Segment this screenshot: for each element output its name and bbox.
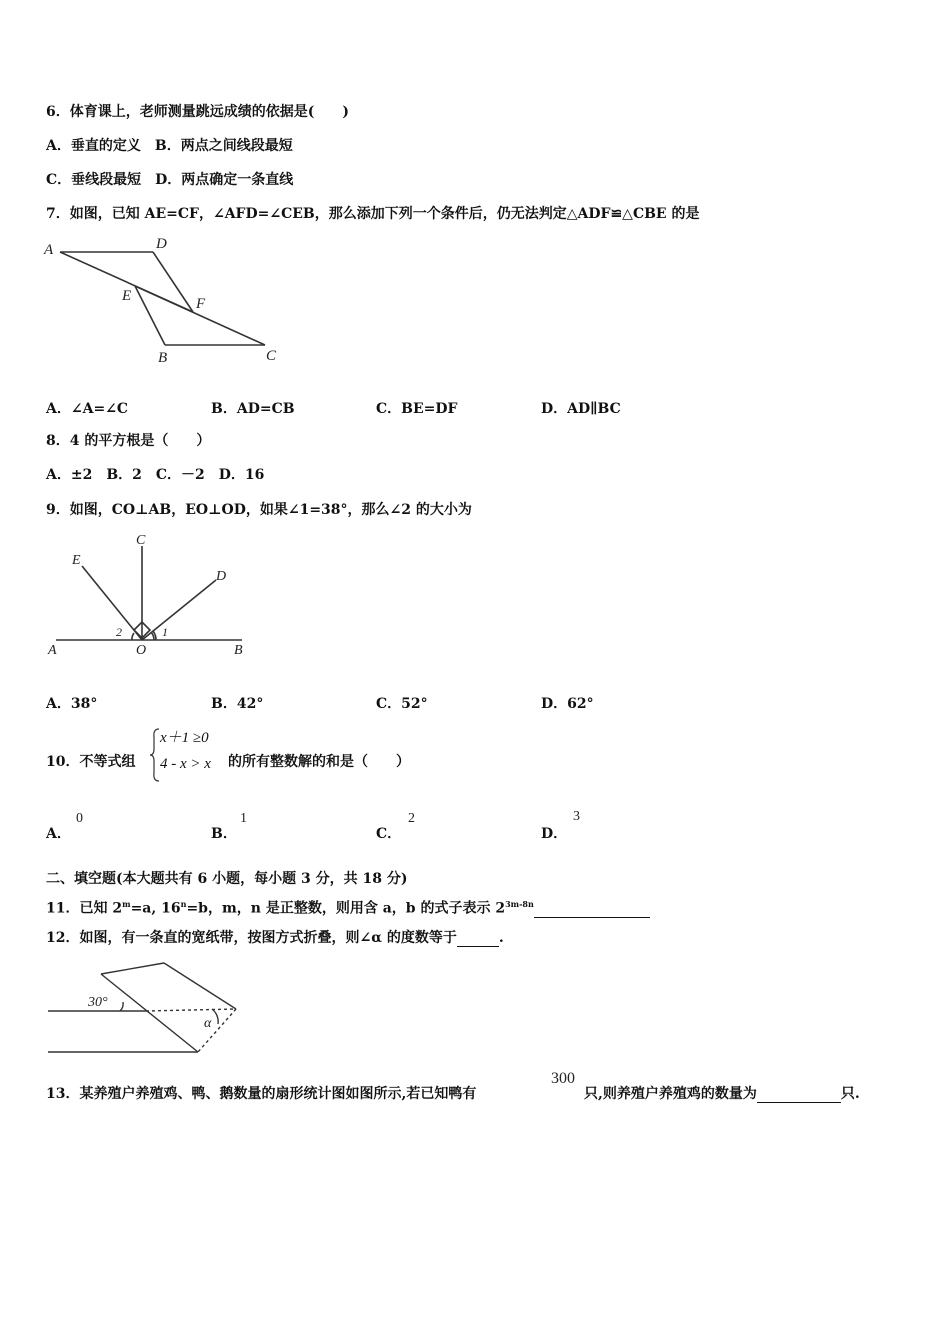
q7-option-c: C．BE=DF [376, 401, 458, 417]
q7-label-c: C [266, 348, 277, 364]
q8-stem: 8．4 的平方根是（ ） [46, 433, 211, 449]
q10-option-a-value: 0 [76, 811, 83, 826]
q10-option-a-letter: A． [46, 826, 71, 842]
q7-label-a: A [44, 242, 54, 258]
q10-option-b-value: 1 [240, 811, 247, 826]
q9-label-d: D [216, 569, 227, 584]
q10-option-d-letter: D． [541, 826, 568, 842]
q10-option-d-value: 3 [573, 809, 580, 824]
q9-angle-2: 2 [116, 625, 122, 639]
q9-label-c: C [136, 533, 146, 548]
q10-inequality-2: 4 - x > x [160, 756, 211, 772]
q6-options-cd: C．垂线段最短 D．两点确定一条直线 [46, 172, 294, 188]
q7-label-d: D [156, 236, 167, 252]
q7-label-b: B [158, 350, 168, 366]
q7-option-d: D．AD∥BC [541, 401, 621, 417]
q12-stem: 12．如图，有一条直的宽纸带，按图方式折叠，则∠α 的度数等于 . [46, 930, 504, 946]
q10-inequality-1: x＋1 ≥0 [160, 730, 209, 746]
q12-figure [46, 960, 246, 1060]
q7-label-e: E [122, 288, 132, 304]
q9-option-d: D．62° [541, 696, 594, 712]
q9-label-a: A [48, 643, 57, 658]
q11-text: 11．已知 $2^m=a$, $16^n=b$，m，n 是正整数，则用含 a，b 的式子表示 $2^{3m-8n}$ [46, 895, 650, 918]
section2-title: 二、填空题(本大题共有 6 小题，每小题 3 分，共 18 分) [46, 871, 408, 887]
q9-stem: 9．如图，CO⊥AB，EO⊥OD，如果∠1=38°，那么∠2 的大小为 [46, 502, 472, 518]
q7-option-b: B．AD=CB [211, 401, 295, 417]
q6-stem: 6．体育课上，老师测量跳远成绩的依据是( ) [46, 104, 349, 120]
q9-label-b: B [234, 643, 243, 658]
q10-suffix: 的所有整数解的和是（ ） [228, 754, 410, 770]
q9-figure [44, 530, 264, 660]
q10-option-c-letter: C． [376, 826, 402, 842]
q8-options: A．±2 B．2 C．－2 D．16 [46, 467, 265, 483]
q13-text-a: 13．某养殖户养殖鸡、鸭、鹅数量的扇形统计图如图所示,若已知鸭有 [46, 1086, 477, 1102]
q9-angle-1: 1 [162, 625, 168, 639]
q12-angle-30: 30° [88, 995, 108, 1010]
q13-value: 300 [551, 1070, 575, 1087]
q10-option-b-letter: B． [211, 826, 237, 842]
q9-option-a: A．38° [46, 696, 98, 712]
q11-answer-blank[interactable] [534, 903, 650, 918]
q10-prefix: 10．不等式组 [46, 754, 136, 770]
q7-figure [40, 228, 340, 368]
q13-text: 只,则养殖户养殖鸡的数量为 只. [584, 1086, 860, 1102]
q7-label-f: F [196, 296, 206, 312]
q12-angle-alpha: α [204, 1016, 212, 1031]
q9-label-o: O [136, 643, 147, 658]
q9-label-e: E [72, 553, 81, 568]
q9-option-c: C．52° [376, 696, 428, 712]
q6-options-ab: A．垂直的定义 B．两点之间线段最短 [46, 138, 293, 154]
q7-option-a: A．∠A=∠C [46, 401, 129, 417]
q10-option-c-value: 2 [408, 811, 415, 826]
q13-answer-blank[interactable] [757, 1088, 841, 1103]
q12-answer-blank[interactable] [457, 932, 499, 947]
q7-stem: 7．如图，已知 AE=CF，∠AFD=∠CEB，那么添加下列一个条件后，仍无法判定△ADF≌△CBE 的是 [46, 206, 700, 222]
q9-option-b: B．42° [211, 696, 264, 712]
